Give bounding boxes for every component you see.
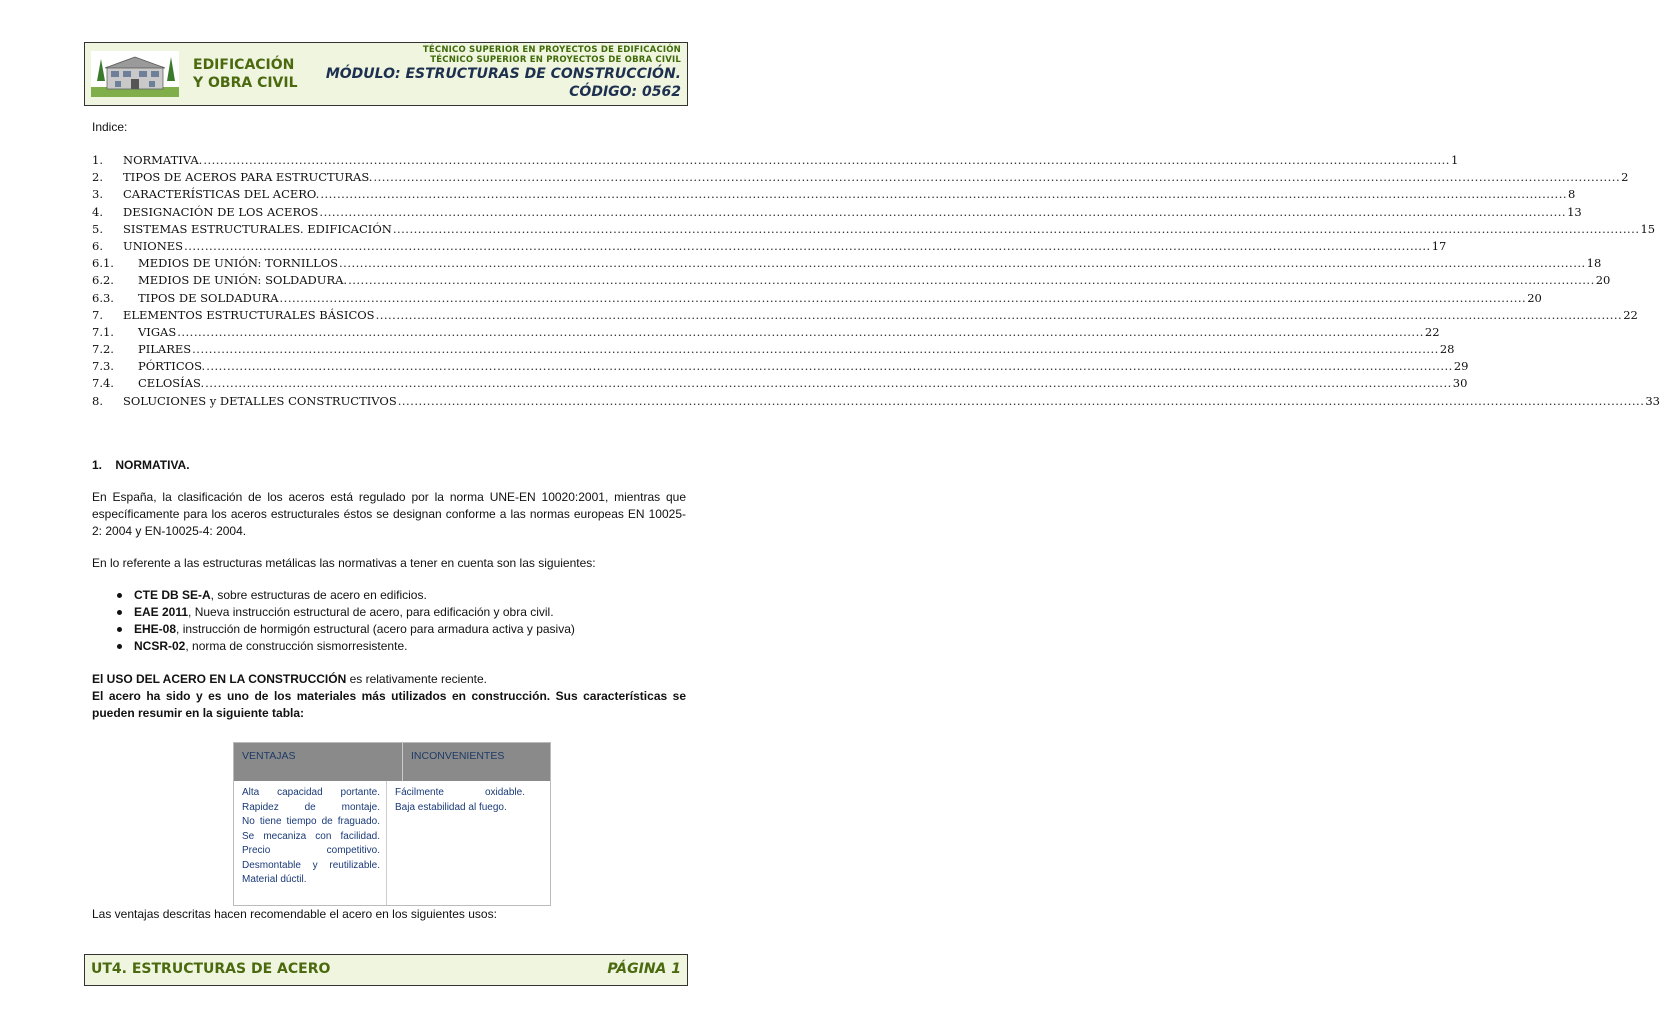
toc-entry-number: 7. — [92, 307, 103, 322]
toc-entry-title: SISTEMAS ESTRUCTURALES. EDIFICACIÓN — [123, 221, 392, 236]
toc-entry-page: 29 — [1453, 359, 1469, 374]
norm-list-item — [112, 638, 686, 655]
toc-entry[interactable] — [92, 221, 1656, 239]
toc-entry-title: CARACTERÍSTICAS DEL ACERO. — [123, 187, 320, 202]
toc-entry-page: 15 — [1640, 221, 1656, 236]
toc-entry-number: 5. — [92, 221, 103, 236]
toc-entry-page: 28 — [1439, 342, 1455, 357]
norm-code: CTE DB SE-A — [134, 588, 211, 602]
table-cell-line: Precio competitivo. — [242, 845, 380, 856]
toc-entry[interactable] — [92, 359, 1469, 376]
toc-leader-dots: ............................................................................................................................................................................................................................................................................................................ — [320, 187, 1567, 202]
toc-leader-dots: ............................................................................................................................................................................................................................................................................................................ — [348, 273, 1595, 288]
toc-leader-dots: ............................................................................................................................................................................................................................................................................................................ — [206, 359, 1453, 374]
toc-entry-number: 6. — [92, 238, 103, 253]
toc-entry[interactable] — [92, 273, 1611, 290]
toc-entry-title: NORMATIVA. — [123, 153, 203, 167]
toc-entry-title: TIPOS DE SOLDADURA — [138, 290, 279, 305]
toc-leader-dots: ............................................................................................................................................................................................................................................................................................................ — [184, 238, 1431, 253]
norm-code: EHE-08 — [134, 622, 177, 636]
toc-entry[interactable] — [92, 307, 1638, 325]
toc-entry[interactable] — [92, 204, 1582, 222]
brand-line-1: EDIFICACIÓN — [193, 57, 295, 73]
toc-entry[interactable] — [92, 187, 1576, 204]
toc-leader-dots: ............................................................................................................................................................................................................................................................................................................ — [397, 393, 1645, 408]
paragraph-3 — [92, 671, 686, 688]
toc-entry-number: 7.1. — [92, 324, 114, 339]
module-code: CÓDIGO: 0562 — [569, 84, 681, 100]
brand-name — [193, 56, 298, 92]
table-of-contents — [92, 153, 1660, 411]
norm-list-item — [112, 621, 686, 638]
toc-leader-dots: ............................................................................................................................................................................................................................................................................................................ — [192, 342, 1439, 357]
norm-description: , instrucción de hormigón estructural (acero para armadura activa y pasiva) — [176, 622, 575, 636]
toc-leader-dots: ............................................................................................................................................................................................................................................................................................................ — [375, 307, 1623, 322]
toc-leader-dots: ............................................................................................................................................................................................................................................................................................................ — [205, 376, 1452, 391]
toc-leader-dots: ............................................................................................................................................................................................................................................................................................................ — [279, 290, 1527, 305]
toc-leader-dots: ............................................................................................................................................................................................................................................................................................................ — [203, 153, 1450, 167]
norm-description: , Nueva instrucción estructural de acero, para edificación y obra civil. — [188, 605, 554, 619]
toc-leader-dots: ............................................................................................................................................................................................................................................................................................................ — [177, 324, 1424, 339]
toc-entry-number: 1. — [92, 153, 103, 167]
toc-entry-page: 1 — [1450, 153, 1459, 167]
table-header-ventajas: VENTAJAS — [234, 743, 403, 781]
toc-entry-page: 33 — [1645, 393, 1660, 408]
toc-entry-number: 7.2. — [92, 342, 114, 357]
toc-entry-number: 2. — [92, 170, 103, 185]
module-title: MÓDULO: ESTRUCTURAS DE CONSTRUCCIÓN. — [325, 66, 681, 82]
table-cell-line: Se mecaniza con facilidad. — [242, 830, 380, 842]
toc-entry-title: UNIONES — [123, 238, 184, 253]
norm-code: EAE 2011 — [134, 605, 189, 619]
toc-entry[interactable] — [92, 376, 1468, 393]
building-logo-icon — [91, 51, 179, 97]
toc-entry-page: 22 — [1623, 307, 1638, 322]
program-line-2: TÉCNICO SUPERIOR EN PROYECTOS DE OBRA CIVIL — [430, 55, 681, 65]
norms-list — [112, 587, 686, 655]
toc-entry-page: 20 — [1527, 290, 1542, 305]
toc-entry-title: MEDIOS DE UNIÓN: TORNILLOS — [138, 256, 339, 271]
toc-entry-title: TIPOS DE ACEROS PARA ESTRUCTURAS. — [123, 170, 373, 185]
toc-entry[interactable] — [92, 290, 1542, 308]
toc-entry-page: 22 — [1424, 324, 1440, 339]
norm-description: , norma de construcción sismorresistente. — [185, 639, 408, 653]
program-line-1: TÉCNICO SUPERIOR EN PROYECTOS DE EDIFICACIÓN — [422, 45, 681, 55]
toc-entry-title: CELOSÍAS. — [138, 376, 205, 391]
paragraph-4: El acero ha sido y es uno de los materiales más utilizados en construcción. Sus características se pueden resumir en la siguiente tabla: — [92, 689, 686, 720]
norm-list-item — [112, 604, 686, 621]
toc-entry-number: 6.1. — [92, 256, 114, 271]
toc-entry-title: PILARES — [138, 342, 192, 357]
toc-entry-page: 18 — [1586, 256, 1602, 271]
toc-entry-number: 8. — [92, 393, 103, 408]
header-right — [326, 45, 681, 101]
table-cell-line: Alta capacidad portante. — [242, 787, 380, 798]
norm-description: , sobre estructuras de acero en edificios. — [210, 588, 427, 602]
norm-code: NCSR-02 — [134, 639, 186, 653]
footer-unit: UT4. ESTRUCTURAS DE ACERO — [91, 961, 331, 977]
toc-entry[interactable] — [92, 393, 1660, 411]
toc-entry-number: 6.2. — [92, 273, 114, 288]
toc-entry-title: VIGAS — [138, 324, 177, 339]
toc-entry-page: 8 — [1568, 187, 1576, 202]
toc-entry-title: ELEMENTOS ESTRUCTURALES BÁSICOS — [123, 307, 375, 322]
toc-entry-number: 7.4. — [92, 376, 114, 391]
toc-leader-dots: ............................................................................................................................................................................................................................................................................................................ — [339, 256, 1586, 271]
page-footer — [84, 954, 688, 986]
toc-entry[interactable] — [92, 238, 1447, 256]
paragraph-3-bold: El USO DEL ACERO EN LA CONSTRUCCIÓN — [92, 672, 347, 686]
toc-entry[interactable] — [92, 324, 1440, 342]
table-cell-line: Fácilmente oxidable. — [395, 787, 525, 798]
table-cell-line: Desmontable y reutilizable. — [242, 859, 380, 871]
index-title: Indice: — [92, 120, 128, 134]
table-body-row — [234, 781, 550, 905]
footer-page: PÁGINA 1 — [607, 961, 681, 977]
toc-entry-page: 13 — [1567, 204, 1582, 219]
toc-entry-title: PÓRTICOS. — [138, 359, 206, 374]
toc-entry-title: MEDIOS DE UNIÓN: SOLDADURA. — [138, 273, 348, 288]
section-heading: 1. NORMATIVA. — [92, 458, 190, 472]
brand-line-2: Y OBRA CIVIL — [193, 75, 298, 91]
toc-entry-number: 7.3. — [92, 359, 114, 374]
paragraph-5: Las ventajas descritas hacen recomendable el acero en los siguientes usos: — [92, 907, 497, 921]
toc-entry[interactable] — [92, 342, 1455, 359]
paragraph-3-rest: es relativamente reciente. — [346, 672, 487, 686]
toc-entry[interactable] — [92, 153, 1459, 170]
toc-entry-page: 2 — [1621, 170, 1629, 185]
toc-entry-page: 17 — [1431, 238, 1447, 253]
toc-entry-title: DESIGNACIÓN DE LOS ACEROS — [123, 204, 319, 219]
toc-entry-page: 20 — [1595, 273, 1611, 288]
norm-list-item — [112, 587, 686, 604]
table-cell-inconvenientes — [387, 781, 531, 905]
table-cell-ventajas — [234, 781, 387, 905]
paragraph-2: En lo referente a las estructuras metálicas las normativas a tener en cuenta son las siguientes: — [92, 556, 596, 570]
table-cell-line: Rapidez de montaje. — [242, 801, 380, 813]
toc-entry-number: 6.3. — [92, 290, 114, 305]
toc-entry-number: 4. — [92, 204, 103, 219]
paragraph-1: En España, la clasificación de los aceros está regulado por la norma UNE-EN 10020:2001, mientras que específicamente para los aceros estructurales éstos se designan conforme a las normas europeas EN 10025-2: 2004 y EN-10025-4: 2004. — [92, 490, 686, 538]
table-header-inconvenientes: INCONVENIENTES — [411, 750, 505, 762]
table-header-row — [234, 743, 550, 781]
toc-entry-number: 3. — [92, 187, 103, 202]
toc-leader-dots: ............................................................................................................................................................................................................................................................................................................ — [392, 221, 1640, 236]
table-cell-line: No tiene tiempo de fraguado. — [242, 816, 380, 827]
toc-leader-dots: ............................................................................................................................................................................................................................................................................................................ — [319, 204, 1567, 219]
toc-leader-dots: ............................................................................................................................................................................................................................................................................................................ — [373, 170, 1621, 185]
table-cell-line: Baja estabilidad al fuego. — [395, 801, 507, 813]
toc-entry[interactable] — [92, 256, 1602, 273]
pros-cons-table — [233, 742, 551, 906]
toc-entry-title: SOLUCIONES y DETALLES CONSTRUCTIVOS — [123, 393, 397, 408]
toc-entry[interactable] — [92, 170, 1629, 187]
toc-entry-page: 30 — [1452, 376, 1468, 391]
table-cell-line: Material dúctil. — [242, 874, 307, 885]
page-header — [84, 42, 688, 106]
